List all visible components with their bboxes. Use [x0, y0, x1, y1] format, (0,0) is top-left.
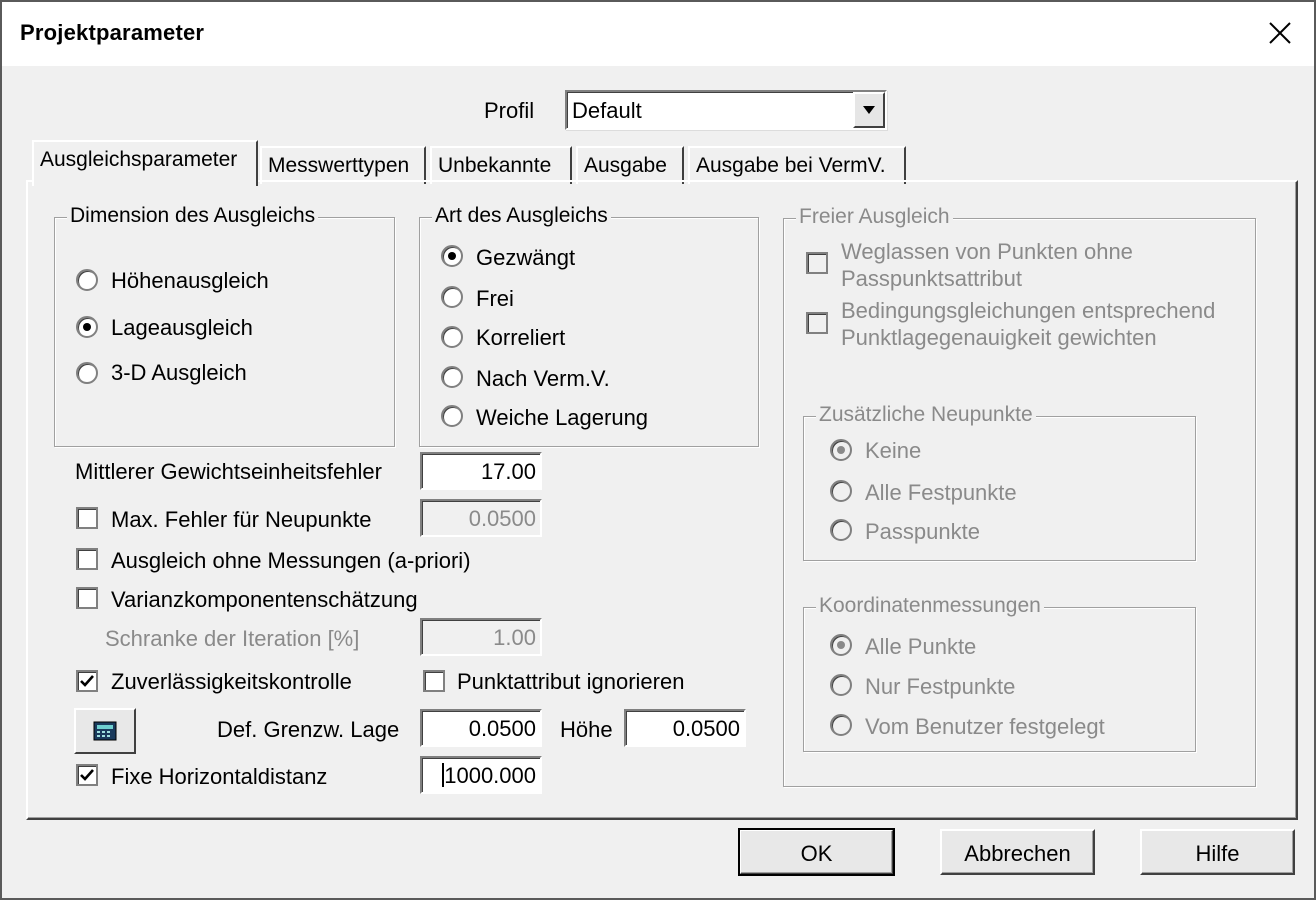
freier-group-title: Freier Ausgleich	[796, 205, 953, 229]
radio-label: Weiche Lagerung	[476, 405, 649, 430]
grenzw-label: Def. Grenzw. Lage	[217, 717, 400, 742]
title-bar	[2, 2, 1314, 66]
weglassen-checkbox[interactable]	[806, 252, 828, 274]
radio-label: Korreliert	[476, 325, 566, 350]
radio-alle-festpunkte[interactable]	[830, 480, 852, 502]
bedingung-label-line1: Bedingungsgleichungen entsprechend	[841, 298, 1216, 323]
hoehe-label: Höhe	[560, 717, 613, 742]
profil-label: Profil	[484, 98, 535, 123]
radio-frei[interactable]	[441, 286, 463, 308]
punktattribut-checkbox[interactable]	[423, 670, 445, 692]
varianz-checkbox[interactable]	[76, 587, 98, 609]
koord-group-title: Koordinatenmessungen	[816, 594, 1044, 618]
radio-vom-benutzer[interactable]	[830, 714, 852, 736]
close-button[interactable]	[1256, 10, 1304, 56]
radio-label: 3-D Ausgleich	[111, 360, 247, 385]
radio-lageausgleich[interactable]	[76, 316, 98, 338]
neupunkte-group-title: Zusätzliche Neupunkte	[816, 403, 1036, 427]
tab-ausgleichsparameter[interactable]	[32, 140, 258, 186]
ohne-messungen-label: Ausgleich ohne Messungen (a-priori)	[111, 548, 471, 573]
bedingung-checkbox[interactable]	[806, 312, 828, 334]
fixe-input-value: 1000.000	[444, 763, 536, 788]
radio-label: Höhenausgleich	[111, 268, 269, 293]
tab-messwerttypen[interactable]	[260, 146, 426, 184]
profil-select-value: Default	[572, 98, 642, 123]
radio-label: Nach Verm.V.	[476, 366, 610, 391]
calculator-icon	[93, 721, 117, 741]
mittlerer-input[interactable]: 17.00	[420, 452, 542, 490]
schranke-label: Schranke der Iteration [%]	[105, 626, 360, 651]
radio-label: Alle Punkte	[865, 634, 977, 659]
punktattribut-label: Punktattribut ignorieren	[457, 669, 685, 694]
close-icon	[1268, 21, 1292, 45]
tab-label: Ausgabe	[584, 154, 667, 177]
radio-korreliert[interactable]	[441, 326, 463, 348]
zuverl-checkbox[interactable]	[76, 670, 98, 692]
dimension-group-title: Dimension des Ausgleichs	[67, 204, 318, 228]
weglassen-label-line1: Weglassen von Punkten ohne	[841, 239, 1133, 264]
maxfehler-label: Max. Fehler für Neupunkte	[111, 507, 372, 532]
grenzw-lage-input[interactable]: 0.0500	[420, 709, 542, 747]
profil-dropdown-button[interactable]	[853, 92, 885, 128]
bedingung-label-line2: Punktlagegenauigkeit gewichten	[841, 325, 1157, 350]
art-group-title: Art des Ausgleichs	[432, 204, 611, 228]
calculator-button[interactable]	[74, 708, 136, 754]
radio-alle-punkte[interactable]	[830, 634, 852, 656]
radio-label: Nur Festpunkte	[865, 674, 1016, 699]
ohne-messungen-checkbox[interactable]	[76, 548, 98, 570]
schranke-input[interactable]: 1.00	[420, 618, 542, 656]
weglassen-label-line2: Passpunktsattribut	[841, 266, 1022, 291]
radio-gezwaengt[interactable]	[441, 245, 463, 267]
fixe-checkbox[interactable]	[76, 764, 98, 786]
radio-3d-ausgleich[interactable]	[76, 362, 98, 384]
chevron-down-icon	[862, 105, 876, 115]
radio-label: Lageausgleich	[111, 315, 253, 340]
zuverl-label: Zuverlässigkeitskontrolle	[111, 669, 352, 694]
profil-select[interactable]	[565, 90, 887, 130]
radio-weiche-lagerung[interactable]	[441, 405, 463, 427]
tab-label: Ausgabe bei VermV.	[696, 154, 886, 177]
maxfehler-input[interactable]: 0.0500	[420, 499, 542, 537]
fixe-input[interactable]	[420, 756, 542, 794]
radio-passpunkte[interactable]	[830, 519, 852, 541]
checkmark-icon	[79, 673, 95, 689]
radio-hoehenausgleich[interactable]	[76, 269, 98, 291]
radio-label: Keine	[865, 438, 922, 463]
help-button[interactable]: Hilfe	[1140, 829, 1295, 875]
radio-label: Gezwängt	[476, 245, 576, 270]
grenzw-hoehe-input[interactable]: 0.0500	[624, 709, 746, 747]
radio-keine[interactable]	[830, 439, 852, 461]
tab-unbekannte[interactable]	[430, 146, 572, 184]
fixe-label: Fixe Horizontaldistanz	[111, 764, 328, 789]
cancel-button[interactable]: Abbrechen	[940, 829, 1095, 875]
tab-label: Messwerttypen	[268, 154, 410, 177]
tab-ausgabe[interactable]	[576, 146, 684, 184]
checkmark-icon	[79, 767, 95, 783]
radio-label: Alle Festpunkte	[865, 480, 1017, 505]
varianz-label: Varianzkomponentenschätzung	[111, 587, 418, 612]
maxfehler-checkbox[interactable]	[76, 507, 98, 529]
tab-label: Unbekannte	[438, 154, 552, 177]
window-title: Projektparameter	[20, 20, 205, 45]
ok-button[interactable]: OK	[739, 829, 894, 875]
radio-nach-vermv[interactable]	[441, 366, 463, 388]
radio-nur-festpunkte[interactable]	[830, 674, 852, 696]
radio-label: Vom Benutzer festgelegt	[865, 714, 1105, 739]
tab-ausgabe-bei-vermv[interactable]	[688, 146, 906, 184]
mittlerer-label: Mittlerer Gewichtseinheitsfehler	[75, 459, 382, 484]
tab-label: Ausgleichsparameter	[40, 148, 238, 171]
radio-label: Frei	[476, 286, 514, 311]
radio-label: Passpunkte	[865, 519, 980, 544]
